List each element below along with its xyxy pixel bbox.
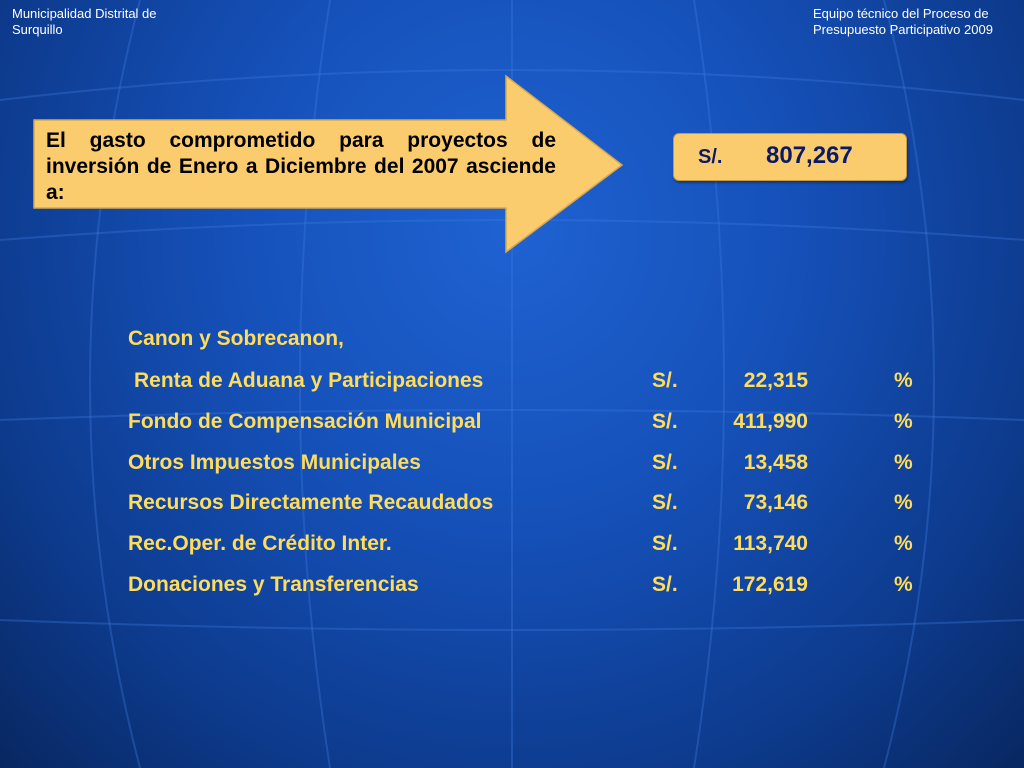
row-currency: S/. — [652, 410, 678, 433]
list-title: Canon y Sobrecanon, — [128, 327, 344, 350]
header-org-line2: Surquillo — [12, 22, 63, 37]
table-row — [0, 491, 1024, 531]
amount-value: 807,267 — [766, 142, 853, 169]
header-team-line1: Equipo técnico del Proceso de — [813, 6, 989, 21]
arrow-text: El gasto comprometido para proyectos de inversión de Enero a Diciembre del 2007 asciende a: — [46, 129, 556, 204]
row-label: Donaciones y Transferencias — [128, 573, 419, 596]
row-value: 13,458 — [743, 451, 808, 474]
header-organization — [12, 6, 157, 38]
row-percent: % — [894, 451, 913, 474]
amount-box — [673, 133, 907, 181]
row-value: 22,315 — [743, 369, 808, 392]
table-row — [0, 573, 1024, 613]
table-row — [0, 369, 1024, 409]
row-currency: S/. — [652, 451, 678, 474]
row-label: Renta de Aduana y Participaciones — [134, 369, 484, 392]
header-org-line1: Municipalidad Distrital de — [12, 6, 157, 21]
row-value: 411,990 — [733, 410, 808, 433]
row-value: 113,740 — [733, 532, 808, 555]
row-value: 73,146 — [743, 491, 808, 514]
row-value: 172,619 — [732, 573, 808, 596]
header-team — [813, 6, 993, 38]
row-currency: S/. — [652, 491, 678, 514]
row-percent: % — [894, 410, 913, 433]
row-currency: S/. — [652, 369, 678, 392]
table-row — [0, 410, 1024, 450]
header-team-line2: Presupuesto Participativo 2009 — [813, 22, 993, 37]
row-label: Recursos Directamente Recaudados — [128, 491, 494, 514]
row-percent: % — [894, 573, 913, 596]
row-currency: S/. — [652, 532, 678, 555]
row-percent: % — [894, 532, 913, 555]
row-label: Rec.Oper. de Crédito Inter. — [128, 532, 392, 555]
row-percent: % — [894, 369, 913, 392]
amount-currency: S/. — [698, 146, 723, 168]
row-percent: % — [894, 491, 913, 514]
table-row — [0, 532, 1024, 572]
table-row — [0, 451, 1024, 491]
row-label: Fondo de Compensación Municipal — [128, 410, 482, 433]
row-currency: S/. — [652, 573, 678, 596]
row-label: Otros Impuestos Municipales — [128, 451, 421, 474]
